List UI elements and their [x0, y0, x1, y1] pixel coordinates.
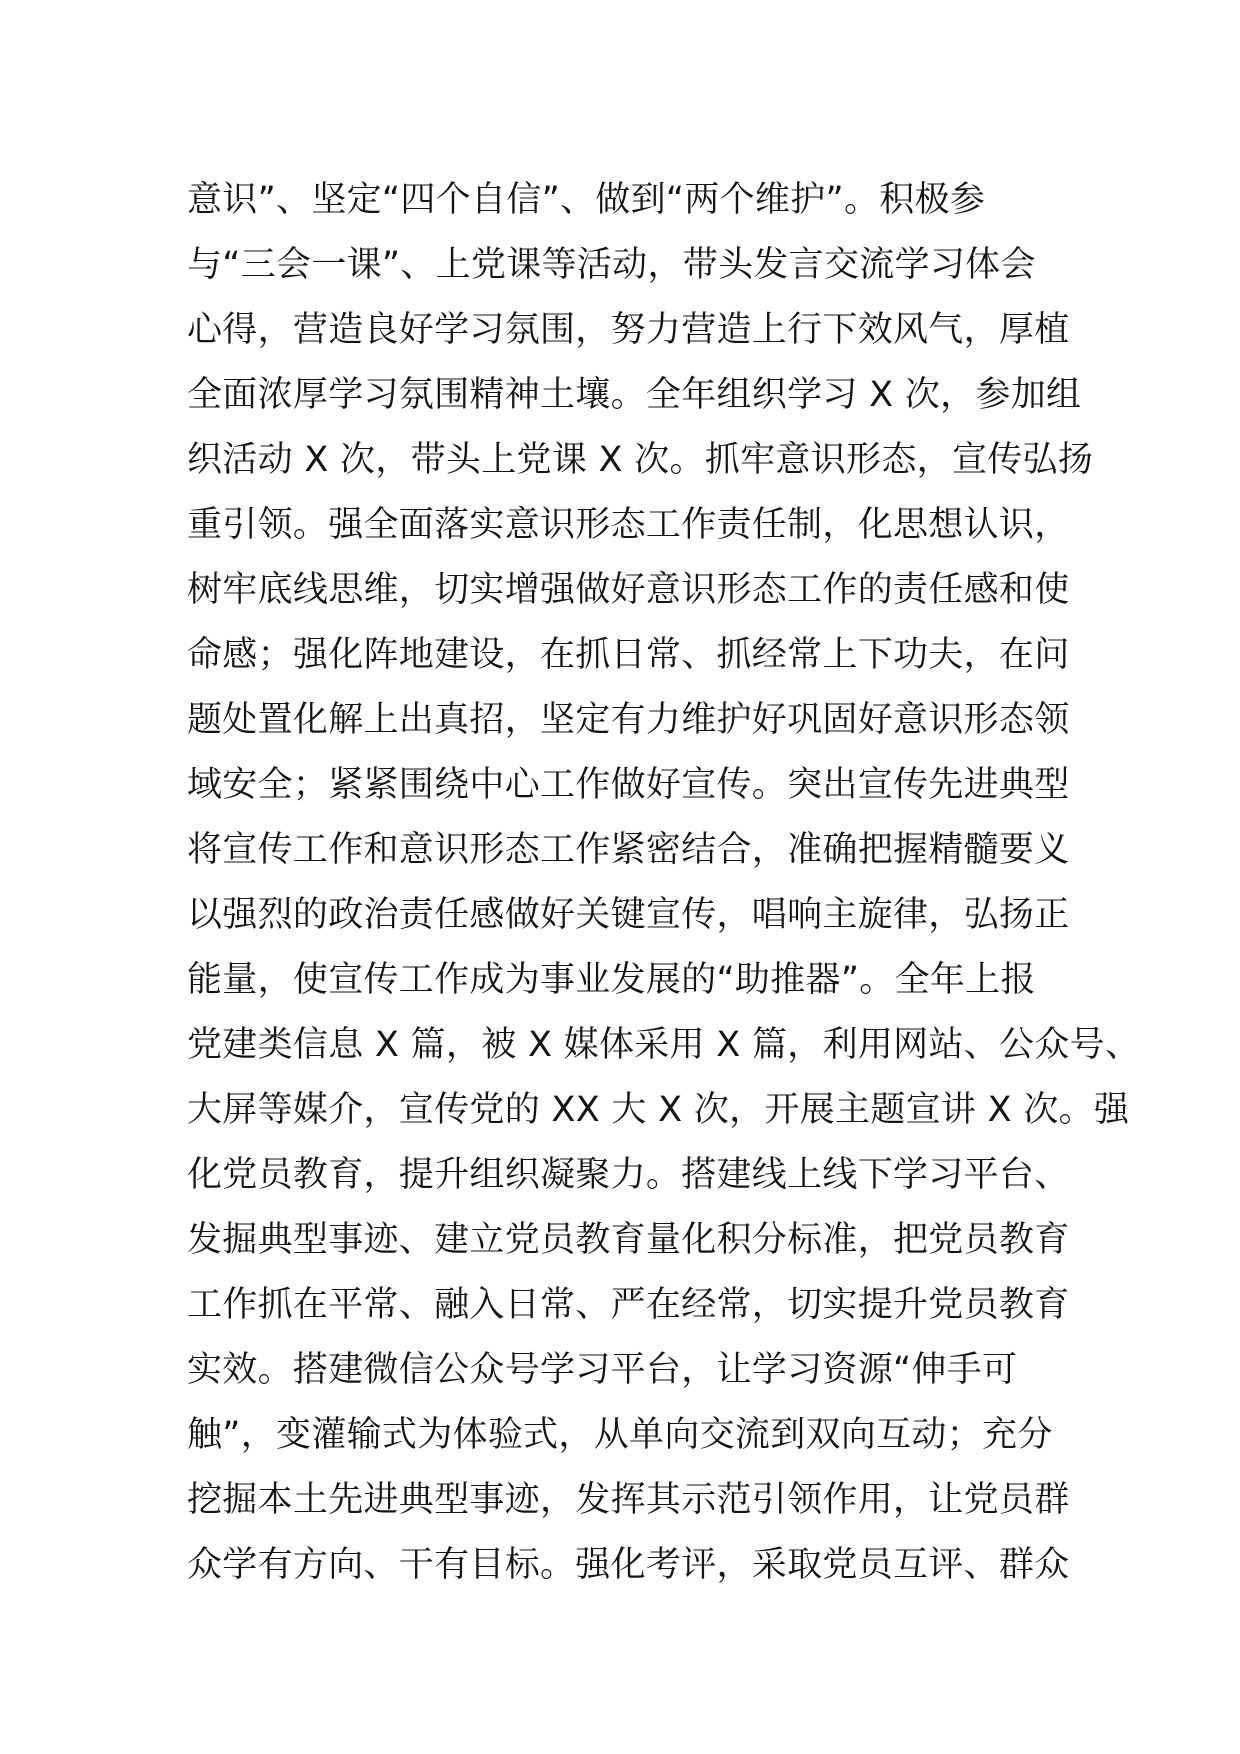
text-line: 党建类信息 X 篇，被 X 媒体采用 X 篇，利用网站、公众号、	[187, 1025, 1141, 1065]
text-line: 织活动 X 次，带头上党课 X 次。抓牢意识形态，宣传弘扬	[187, 440, 1094, 480]
text-line: 重引领。强全面落实意识形态工作责任制，化思想认识，	[187, 505, 1070, 545]
text-line: 能量，使宣传工作成为事业发展的“助推器”。全年上报	[187, 960, 1036, 1000]
text-line: 大屏等媒介，宣传党的 XX 大 X 次，开展主题宣讲 X 次。强	[187, 1090, 1130, 1130]
text-line: 树牢底线思维，切实增强做好意识形态工作的责任感和使	[187, 570, 1070, 610]
text-line: 将宣传工作和意识形态工作紧密结合，准确把握精髓要义	[187, 830, 1070, 870]
text-line: 化党员教育，提升组织凝聚力。搭建线上线下学习平台、	[187, 1155, 1070, 1195]
text-line: 与“三会一课”、上党课等活动，带头发言交流学习体会	[187, 245, 1036, 285]
text-line: 挖掘本土先进典型事迹，发挥其示范引领作用，让党员群	[187, 1480, 1070, 1520]
text-line: 发掘典型事迹、建立党员教育量化积分标准，把党员教育	[187, 1220, 1070, 1260]
text-line: 以强烈的政治责任感做好关键宣传，唱响主旋律，弘扬正	[187, 895, 1070, 935]
text-line: 题处置化解上出真招，坚定有力维护好巩固好意识形态领	[187, 700, 1070, 740]
text-line: 实效。搭建微信公众号学习平台，让学习资源“伸手可	[187, 1350, 1018, 1390]
text-line: 触”，变灌输式为体验式，从单向交流到双向互动；充分	[187, 1415, 1053, 1455]
body-text	[187, 168, 1141, 1598]
text-line: 全面浓厚学习氛围精神土壤。全年组织学习 X 次，参加组	[187, 375, 1082, 415]
text-line: 心得，营造良好学习氛围，努力营造上行下效风气，厚植	[187, 310, 1070, 350]
text-line: 命感；强化阵地建设，在抓日常、抓经常上下功夫，在问	[187, 635, 1070, 675]
text-line: 意识”、坚定“四个自信”、做到“两个维护”。积极参	[187, 180, 986, 220]
text-line: 域安全；紧紧围绕中心工作做好宣传。突出宣传先进典型	[187, 765, 1070, 805]
text-line: 众学有方向、干有目标。强化考评，采取党员互评、群众	[187, 1545, 1070, 1585]
text-line: 工作抓在平常、融入日常、严在经常，切实提升党员教育	[187, 1285, 1070, 1325]
